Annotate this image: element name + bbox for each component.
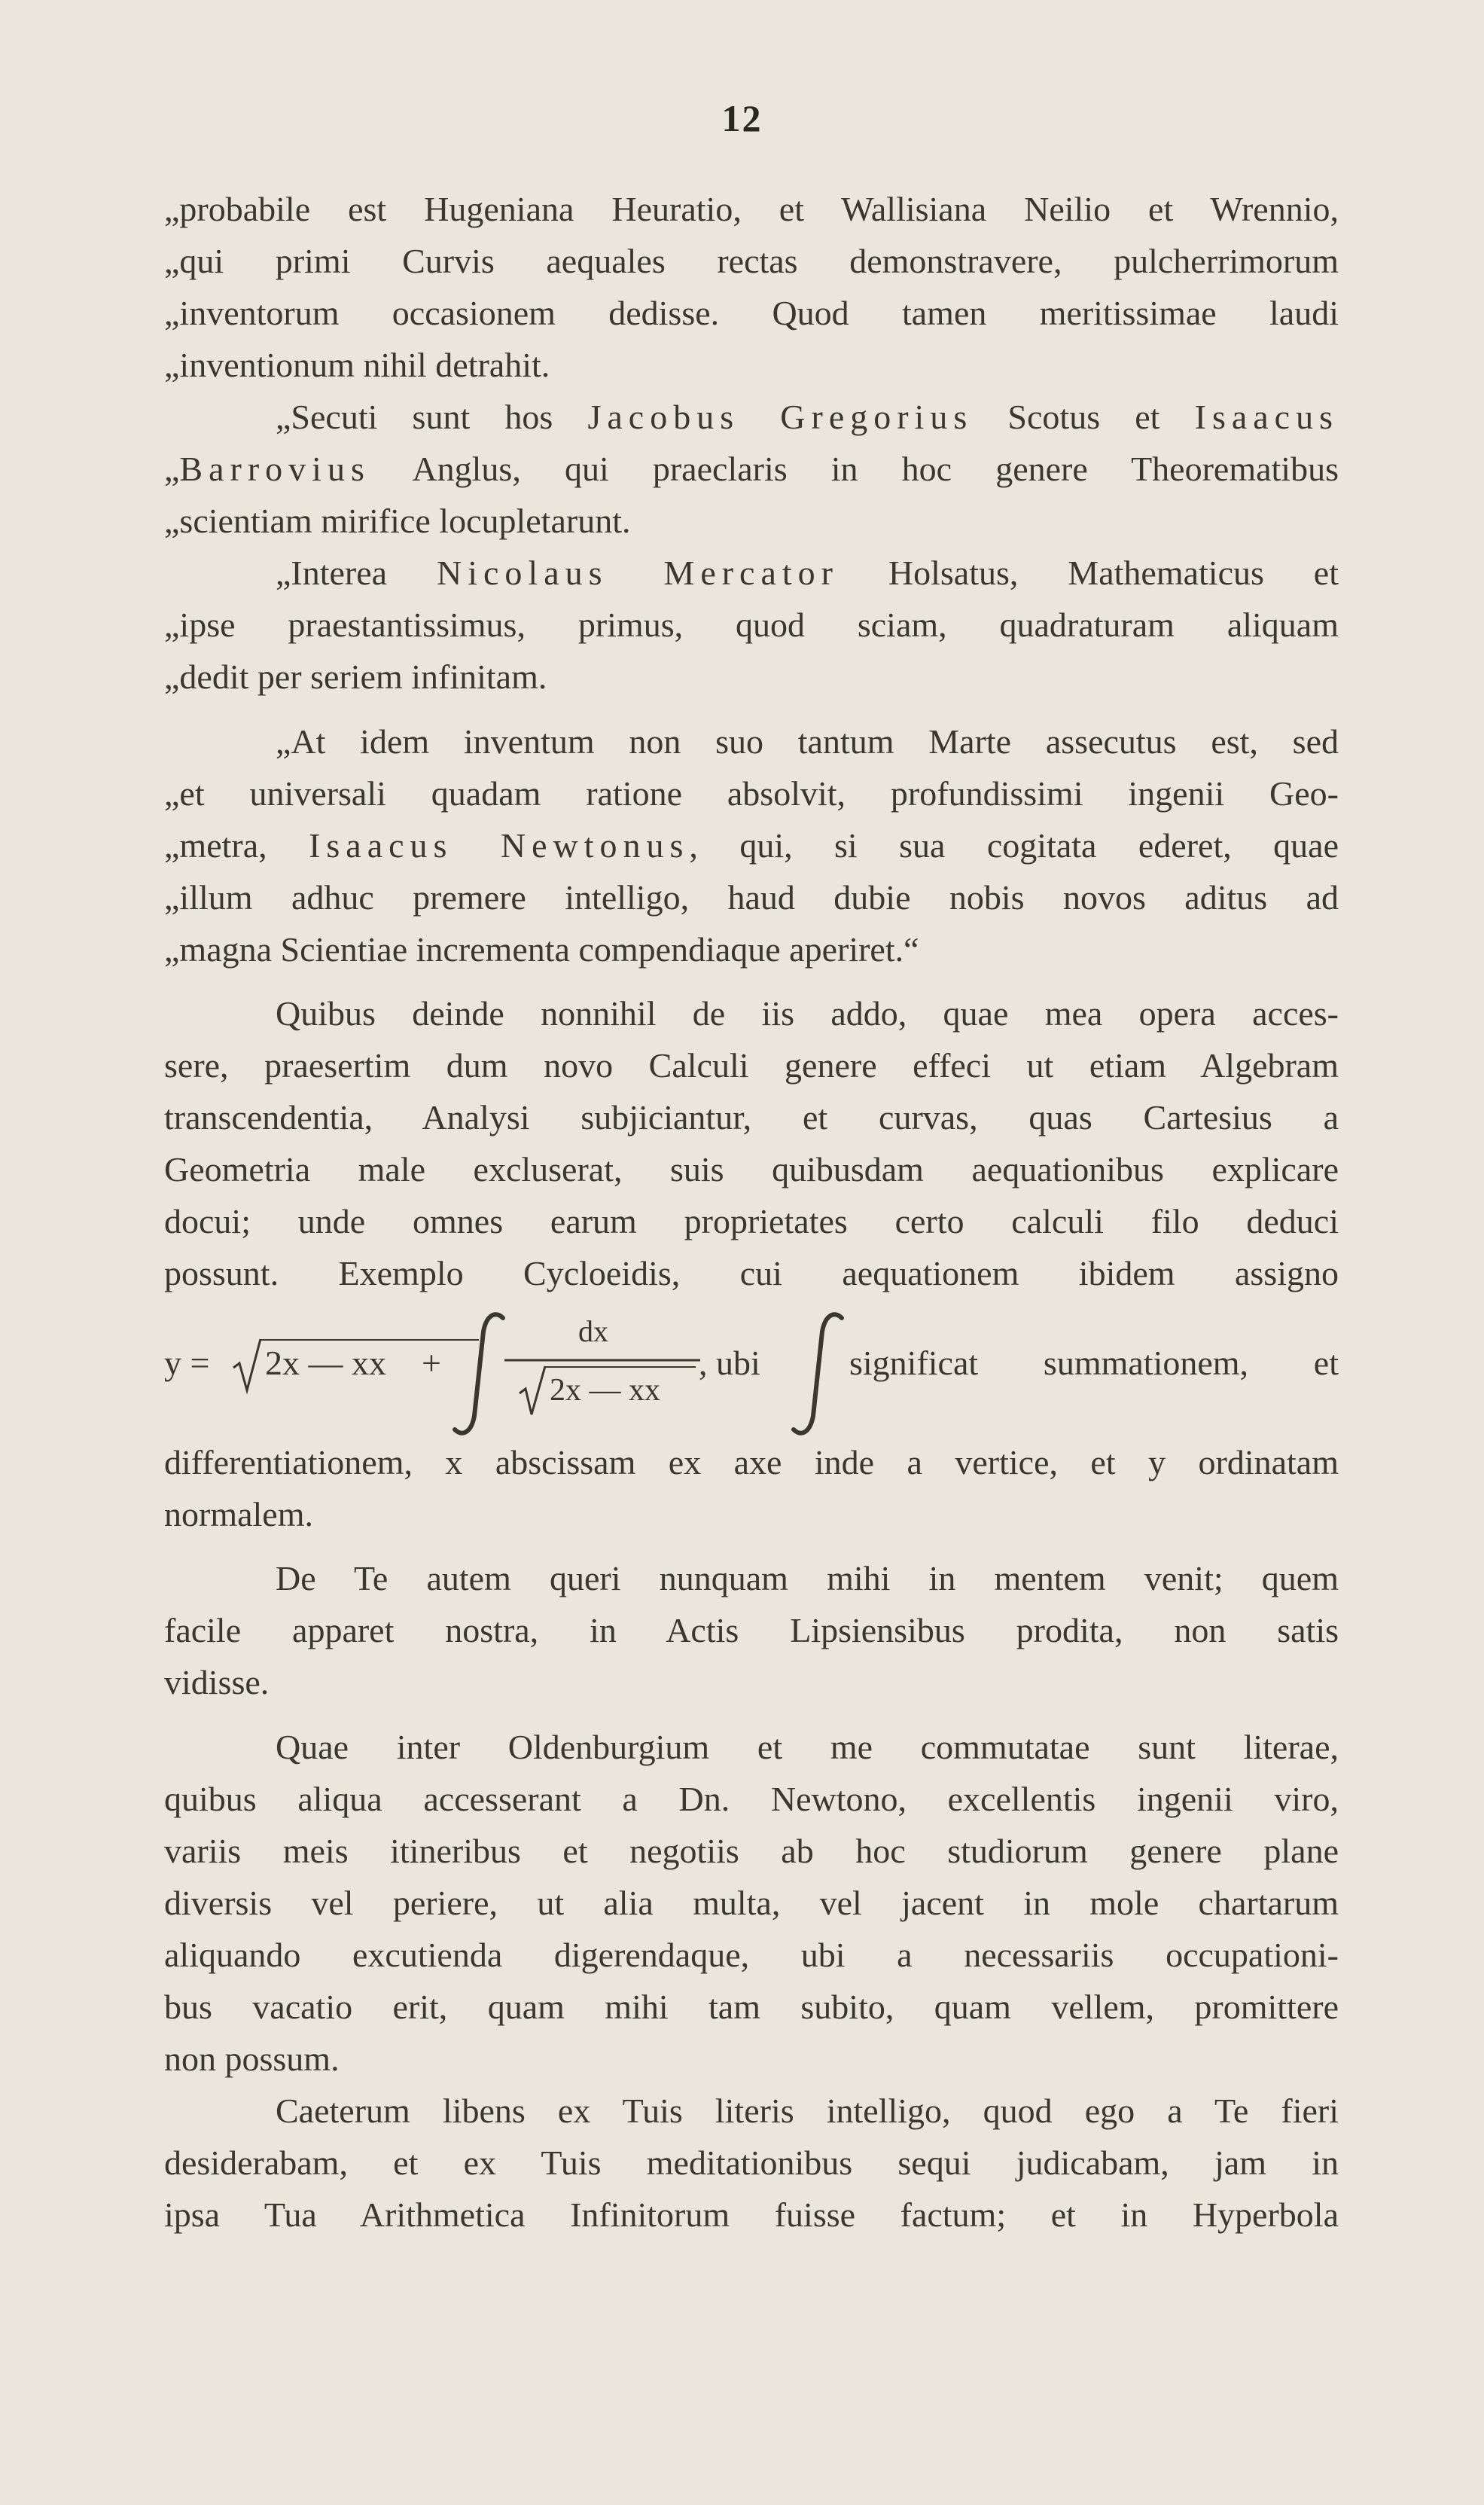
text-line: „ipse praestantissimus, primus, quod sciam, quadraturam aliquam [164, 606, 1339, 644]
text-line: „inventionum nihil detrahit. [164, 346, 550, 384]
text-line: bus vacatio erit, quam mihi tam subito, quam vellem, promittere [164, 1988, 1339, 2026]
text-line: aliquando excutienda digerendaque, ubi a necessariis occupationi- [164, 1936, 1339, 1974]
spaced-name: Isaacus [1194, 398, 1339, 436]
text-line: De Te autem queri nunquam mihi in mentem venit; quem [276, 1559, 1339, 1597]
text-line: „illum adhuc premere intelligo, haud dubie nobis novos aditus ad [164, 878, 1339, 917]
page-number: 12 [721, 97, 763, 139]
text-line: „Barrovius Anglus, qui praeclaris in hoc genere Theorematibus [164, 450, 1339, 488]
spaced-name: Barrovius [179, 450, 370, 488]
fraction-bar [504, 1359, 700, 1362]
spaced-name: Nicolaus Mercator [437, 554, 839, 592]
formula-denominator: 2x — xx [550, 1373, 660, 1408]
integral-sign-icon [450, 1310, 510, 1439]
text-line: Caeterum libens ex Tuis literis intelligo, quod ego a Te fieri [276, 2092, 1339, 2130]
text-line: differentiationem, x abscissam ex axe inde a vertice, et y ordinatam [164, 1443, 1339, 1481]
text-line: „Secuti sunt hos Jacobus Gregorius Scotus et Isaacus [276, 398, 1339, 436]
spaced-name: Isaacus Newtonus [309, 826, 690, 865]
formula-plus: + [422, 1344, 441, 1382]
text-line: quibus aliqua accesserant a Dn. Newtono, excellentis ingenii viro, [164, 1780, 1339, 1818]
formula-numerator: dx [578, 1314, 608, 1348]
text-line: Quibus deinde nonnihil de iis addo, quae mea opera acces- [276, 994, 1339, 1033]
text-line: „magna Scientiae incrementa compendiaque aperiret.“ [164, 930, 919, 969]
text-line: transcendentia, Analysi subjiciantur, et curvas, quas Cartesius a [164, 1098, 1339, 1137]
spaced-name: Jacobus Gregorius [587, 398, 974, 436]
text-line: docui; unde omnes earum proprietates certo calculi filo deduci [164, 1202, 1339, 1240]
text-line: „et universali quadam ratione absolvit, profundissimi ingenii Geo- [164, 774, 1339, 813]
text-line: „At idem inventum non suo tantum Marte assecutus est, sed [276, 722, 1339, 761]
radical-sign-icon [232, 1335, 262, 1393]
text-line: „qui primi Curvis aequales rectas demonstravere, pulcherrimorum [164, 242, 1339, 280]
text-line: non possum. [164, 2040, 340, 2078]
text-line: ipsa Tua Arithmetica Infinitorum fuisse factum; et in Hyperbola [164, 2195, 1339, 2234]
text-line: Quae inter Oldenburgium et me commutatae sunt literae, [276, 1728, 1339, 1766]
text-line: „Interea Nicolaus Mercator Holsatus, Mathematicus et [276, 554, 1339, 592]
text-line: desiderabam, et ex Tuis meditationibus sequi judicabam, jam in [164, 2143, 1339, 2182]
text-line: normalem. [164, 1495, 313, 1533]
text-line: sere, praesertim dum novo Calculi genere effeci ut etiam Algebram [164, 1046, 1339, 1085]
formula-radicand: 2x — xx [265, 1344, 386, 1382]
cycloid-equation [164, 1295, 1339, 1439]
radical-sign-icon [518, 1363, 548, 1417]
integral-sign-icon [789, 1310, 849, 1439]
text-line: variis meis itineribus et negotiis ab hoc studiorum genere plane [164, 1832, 1339, 1870]
text-line: Geometria male excluserat, suis quibusdam aequationibus explicare [164, 1150, 1339, 1188]
text-line: diversis vel periere, ut alia multa, vel jacent in mole chartarum [164, 1884, 1339, 1922]
text-line: facile apparet nostra, in Actis Lipsiensibus prodita, non satis [164, 1611, 1339, 1649]
text-line: vidisse. [164, 1663, 270, 1701]
text-line: „probabile est Hugeniana Heuratio, et Wallisiana Neilio et Wrennio, [164, 190, 1339, 228]
formula-lhs: y = [164, 1344, 210, 1382]
text-line: „scientiam mirifice locupletarunt. [164, 502, 631, 540]
formula-tail: significat summationem, et [849, 1344, 1339, 1382]
text-line: possunt. Exemplo Cycloeidis, cui aequationem ibidem assigno [164, 1254, 1339, 1292]
text-line: „inventorum occasionem dedisse. Quod tamen meritissimae laudi [164, 294, 1339, 332]
text-line: „metra, Isaacus Newtonus, qui, si sua cogitata ederet, quae [164, 826, 1339, 865]
text-line: „dedit per seriem infinitam. [164, 658, 547, 696]
formula-ubi: , ubi [699, 1344, 760, 1382]
